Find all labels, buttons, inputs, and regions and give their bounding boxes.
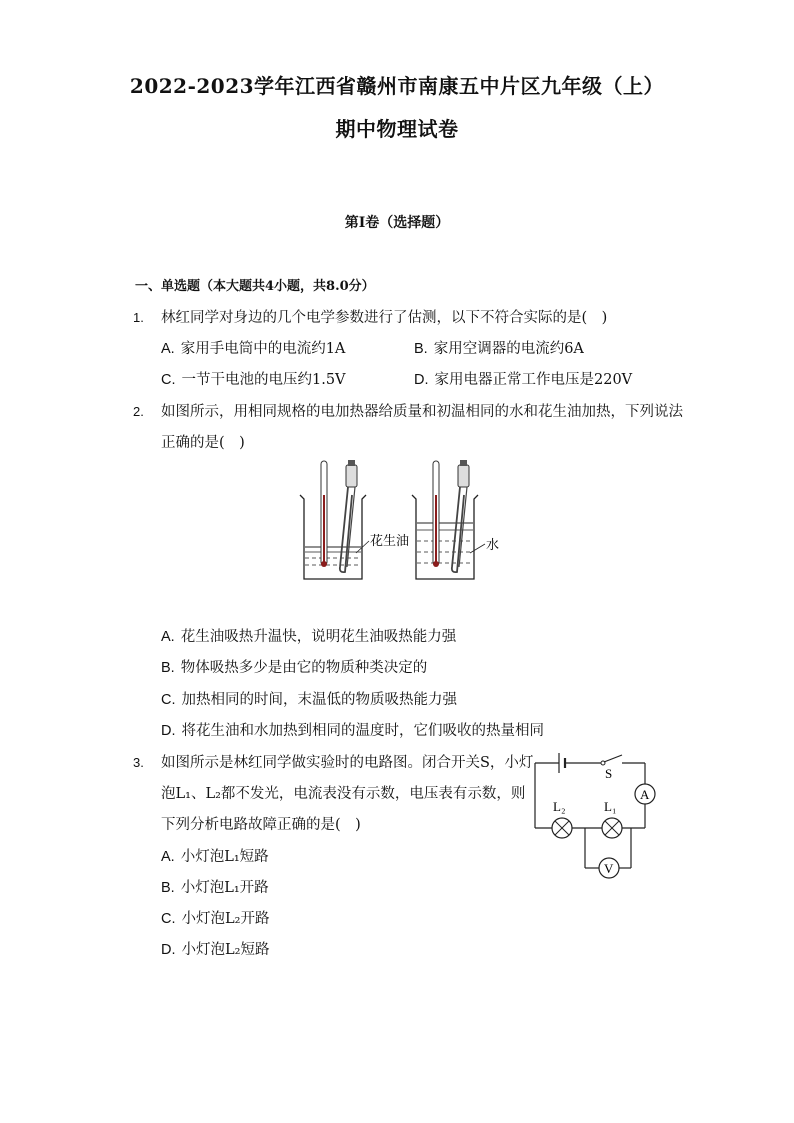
option-text: 小灯泡L₁短路 — [180, 849, 269, 865]
option-a[interactable] — [161, 625, 456, 646]
question-stem-line2: 泡L₁、L₂都不发光，电流表没有示数，电压表有示数，则 — [161, 786, 526, 802]
option-text: 物体吸热多少是由它的物质种类决定的 — [180, 660, 428, 676]
option-label: D. — [161, 723, 176, 739]
water-label: 水 — [486, 537, 500, 552]
option-b[interactable] — [414, 337, 584, 358]
option-c[interactable] — [161, 907, 269, 928]
option-text: 家用手电筒中的电流约1A — [180, 341, 346, 357]
exam-title-line2: 期中物理试卷 — [335, 117, 459, 141]
option-b[interactable] — [161, 876, 269, 897]
option-label: C. — [161, 692, 176, 708]
option-label: D. — [161, 942, 176, 958]
lamp-l2 — [552, 818, 572, 838]
option-text: 加热相同的时间，末温低的物质吸热能力强 — [181, 692, 457, 708]
option-text: 小灯泡L₂短路 — [181, 942, 270, 958]
lamp-l2-label: L₂ — [553, 799, 566, 814]
option-text: 家用电器正常工作电压是220V — [434, 372, 633, 388]
option-label: C. — [161, 911, 176, 927]
volume-heading: 第Ⅰ卷（选择题） — [344, 215, 450, 231]
option-text: 家用空调器的电流约6A — [433, 341, 584, 357]
option-b[interactable] — [161, 656, 427, 677]
oil-beaker — [300, 460, 366, 579]
option-label: A. — [161, 629, 175, 645]
switch-label: S — [605, 766, 613, 781]
option-d[interactable] — [414, 368, 632, 389]
option-text: 将花生油和水加热到相同的温度时，它们吸收的热量相同 — [181, 723, 544, 739]
water-beaker — [412, 460, 478, 579]
option-label: B. — [161, 660, 175, 676]
question-stem-line1: 如图所示，用相同规格的电加热器给质量和初温相同的水和花生油加热，下列说法 — [161, 404, 683, 420]
option-c[interactable] — [161, 368, 346, 389]
option-label: A. — [161, 849, 175, 865]
voltmeter-label: V — [604, 861, 614, 876]
lamp-l1-label: L₁ — [604, 799, 617, 814]
option-d[interactable] — [161, 719, 544, 740]
question-number: 1. — [133, 310, 144, 325]
option-text: 小灯泡L₂开路 — [181, 911, 270, 927]
option-a[interactable] — [161, 337, 345, 358]
option-a[interactable] — [161, 845, 269, 866]
option-text: 小灯泡L₁开路 — [180, 880, 269, 896]
circuit-diagram — [525, 748, 670, 883]
question-number: 2. — [133, 404, 144, 419]
ammeter-label: A — [640, 787, 650, 802]
exam-title-line1: 2022-2023学年江西省赣州市南康五中片区九年级（上） — [129, 74, 665, 98]
option-text: 一节干电池的电压约1.5V — [181, 372, 346, 388]
question-number: 3. — [133, 755, 144, 770]
option-text: 花生油吸热升温快，说明花生油吸热能力强 — [180, 629, 457, 645]
question-stem-line2: 正确的是( ) — [161, 435, 245, 451]
question-stem-line3: 下列分析电路故障正确的是( ) — [161, 817, 361, 833]
question-stem-line1: 如图所示是林红同学做实验时的电路图。闭合开关S，小灯 — [161, 755, 534, 771]
section-heading: 一、单选题（本大题共4小题，共8.0分） — [135, 279, 375, 294]
heating-experiment-figure — [290, 455, 500, 590]
switch-blade — [604, 755, 622, 762]
oil-label: 花生油 — [370, 533, 410, 548]
option-label: C. — [161, 372, 176, 388]
lamp-l1 — [602, 818, 622, 838]
option-d[interactable] — [161, 938, 269, 959]
question-stem: 林红同学对身边的几个电学参数进行了估测，以下不符合实际的是( ) — [161, 310, 608, 326]
option-label: B. — [161, 880, 175, 896]
option-c[interactable] — [161, 688, 457, 709]
option-label: B. — [414, 341, 428, 357]
option-label: D. — [414, 372, 429, 388]
option-label: A. — [161, 341, 175, 357]
